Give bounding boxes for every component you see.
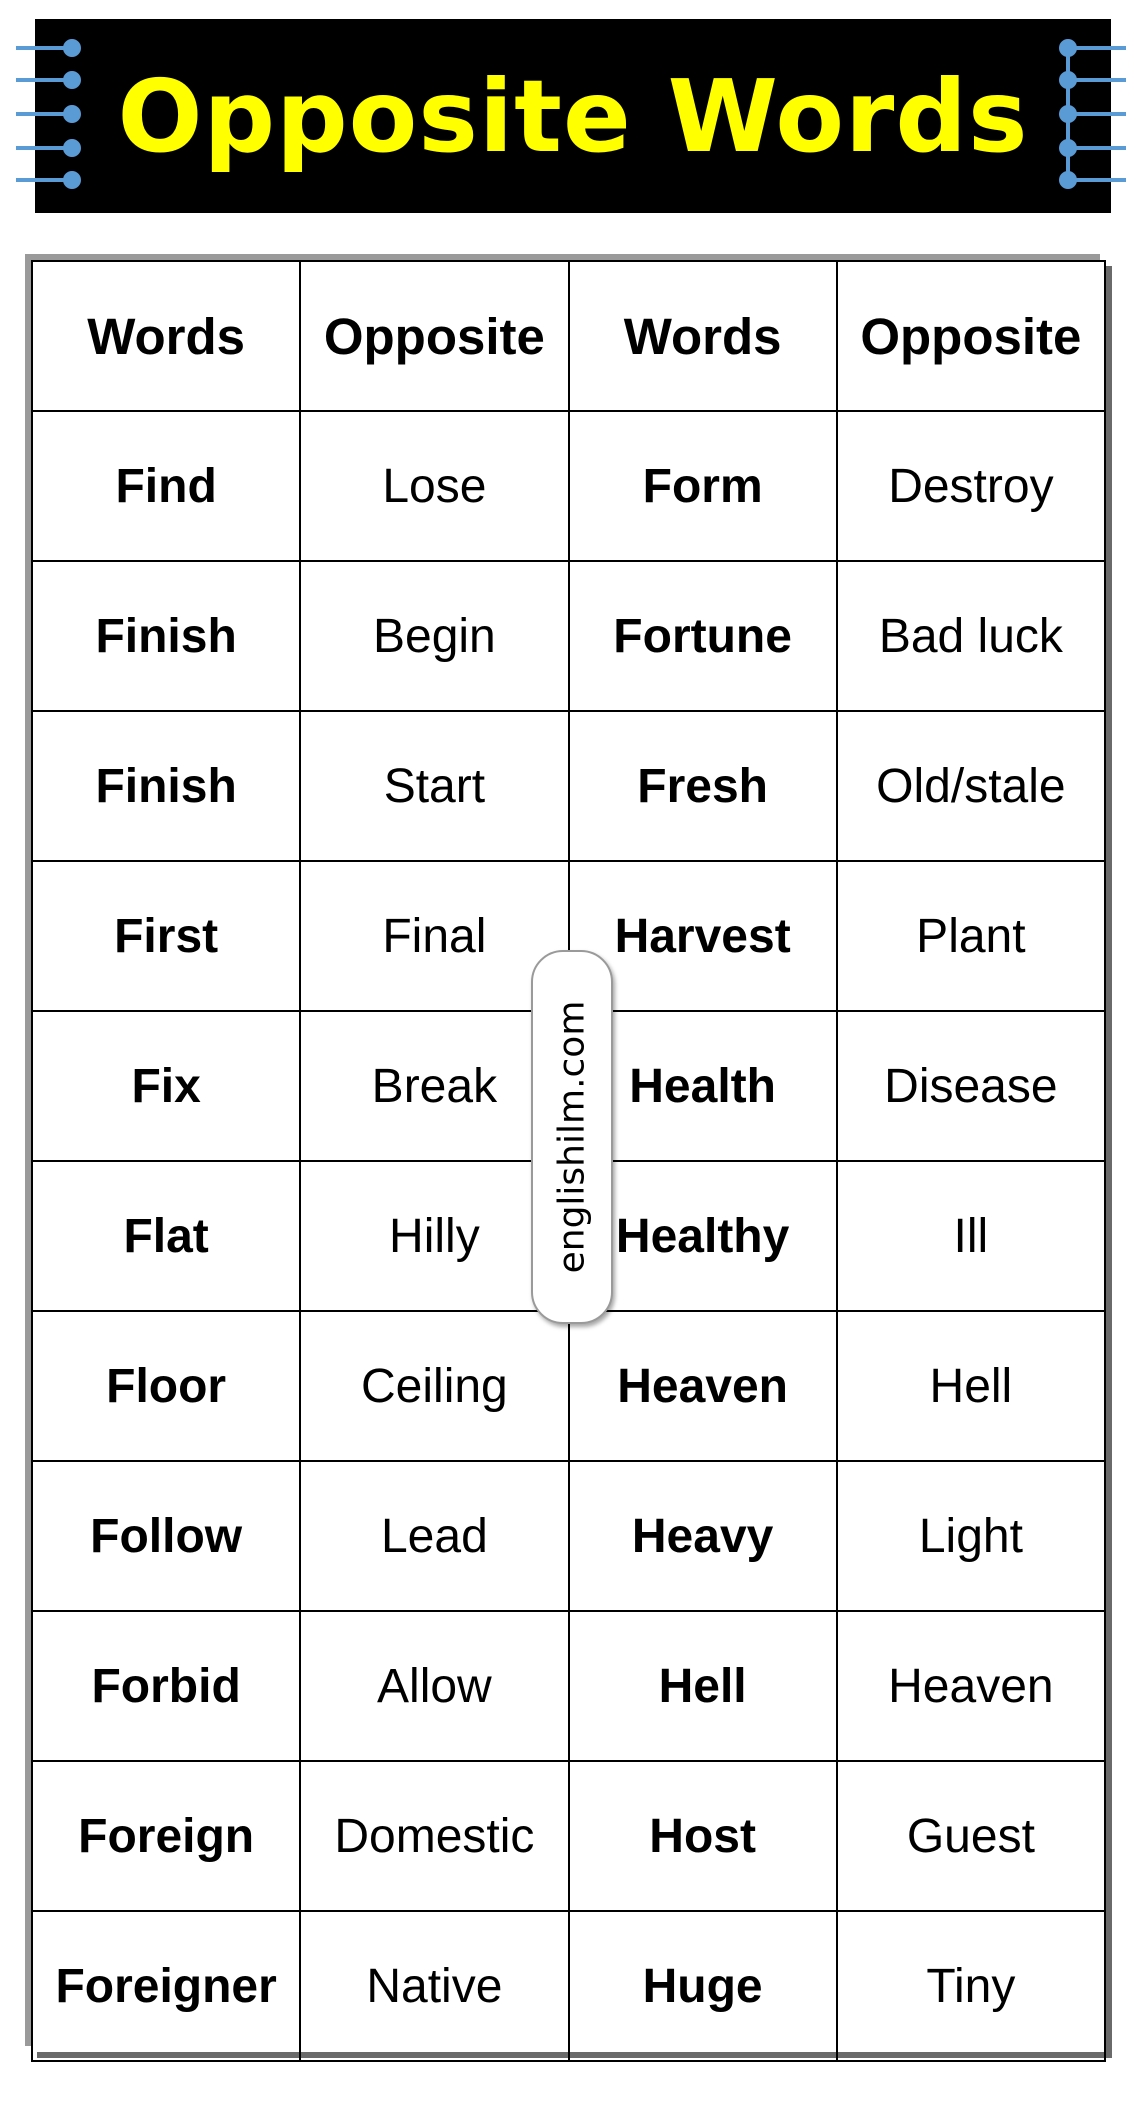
word-cell: Fresh bbox=[569, 711, 837, 861]
table-row bbox=[32, 1461, 1105, 1611]
word-cell: Forbid bbox=[32, 1611, 300, 1761]
word-cell: Foreigner bbox=[32, 1911, 300, 2061]
table-row bbox=[32, 411, 1105, 561]
word-cell: Host bbox=[569, 1761, 837, 1911]
binder-rings-left-icon bbox=[14, 30, 84, 190]
word-cell: Form bbox=[569, 411, 837, 561]
table-row bbox=[32, 1761, 1105, 1911]
opposite-cell: Final bbox=[300, 861, 568, 1011]
word-cell: Finish bbox=[32, 711, 300, 861]
word-cell: Harvest bbox=[569, 861, 837, 1011]
opposite-cell: Native bbox=[300, 1911, 568, 2061]
opposite-cell: Begin bbox=[300, 561, 568, 711]
column-header-opposite: Opposite bbox=[300, 261, 568, 411]
site-watermark bbox=[531, 950, 613, 1324]
word-cell: Find bbox=[32, 411, 300, 561]
table-row bbox=[32, 1911, 1105, 2061]
page-title: Opposite Words bbox=[117, 57, 1029, 175]
word-cell: Foreign bbox=[32, 1761, 300, 1911]
opposite-cell: Lead bbox=[300, 1461, 568, 1611]
table-row bbox=[32, 561, 1105, 711]
word-cell: Flat bbox=[32, 1161, 300, 1311]
table-row bbox=[32, 711, 1105, 861]
table-row bbox=[32, 1611, 1105, 1761]
opposite-cell: Allow bbox=[300, 1611, 568, 1761]
column-header-words: Words bbox=[569, 261, 837, 411]
opposite-cell: Tiny bbox=[837, 1911, 1105, 2061]
opposite-cell: Heaven bbox=[837, 1611, 1105, 1761]
opposite-cell: Hell bbox=[837, 1311, 1105, 1461]
opposite-cell: Ill bbox=[837, 1161, 1105, 1311]
word-cell: Fix bbox=[32, 1011, 300, 1161]
word-cell: Follow bbox=[32, 1461, 300, 1611]
opposite-cell: Guest bbox=[837, 1761, 1105, 1911]
binder-rings-right-icon bbox=[1058, 30, 1128, 190]
word-cell: Finish bbox=[32, 561, 300, 711]
table-header-row bbox=[32, 261, 1105, 411]
word-cell: Healthy bbox=[569, 1161, 837, 1311]
word-cell: First bbox=[32, 861, 300, 1011]
word-cell: Heaven bbox=[569, 1311, 837, 1461]
watermark-text: englishilm.com bbox=[551, 1000, 593, 1274]
opposite-cell: Old/stale bbox=[837, 711, 1105, 861]
opposite-cell: Plant bbox=[837, 861, 1105, 1011]
opposite-cell: Ceiling bbox=[300, 1311, 568, 1461]
opposite-cell: Disease bbox=[837, 1011, 1105, 1161]
word-cell: Heavy bbox=[569, 1461, 837, 1611]
column-header-words: Words bbox=[32, 261, 300, 411]
word-cell: Hell bbox=[569, 1611, 837, 1761]
word-cell: Health bbox=[569, 1011, 837, 1161]
opposite-cell: Light bbox=[837, 1461, 1105, 1611]
opposite-cell: Destroy bbox=[837, 411, 1105, 561]
opposite-cell: Lose bbox=[300, 411, 568, 561]
opposite-cell: Bad luck bbox=[837, 561, 1105, 711]
word-cell: Fortune bbox=[569, 561, 837, 711]
column-header-opposite: Opposite bbox=[837, 261, 1105, 411]
opposite-cell: Break bbox=[300, 1011, 568, 1161]
opposite-cell: Start bbox=[300, 711, 568, 861]
word-cell: Floor bbox=[32, 1311, 300, 1461]
title-banner bbox=[35, 19, 1111, 213]
word-cell: Huge bbox=[569, 1911, 837, 2061]
opposite-cell: Domestic bbox=[300, 1761, 568, 1911]
table-row bbox=[32, 1311, 1105, 1461]
opposite-cell: Hilly bbox=[300, 1161, 568, 1311]
